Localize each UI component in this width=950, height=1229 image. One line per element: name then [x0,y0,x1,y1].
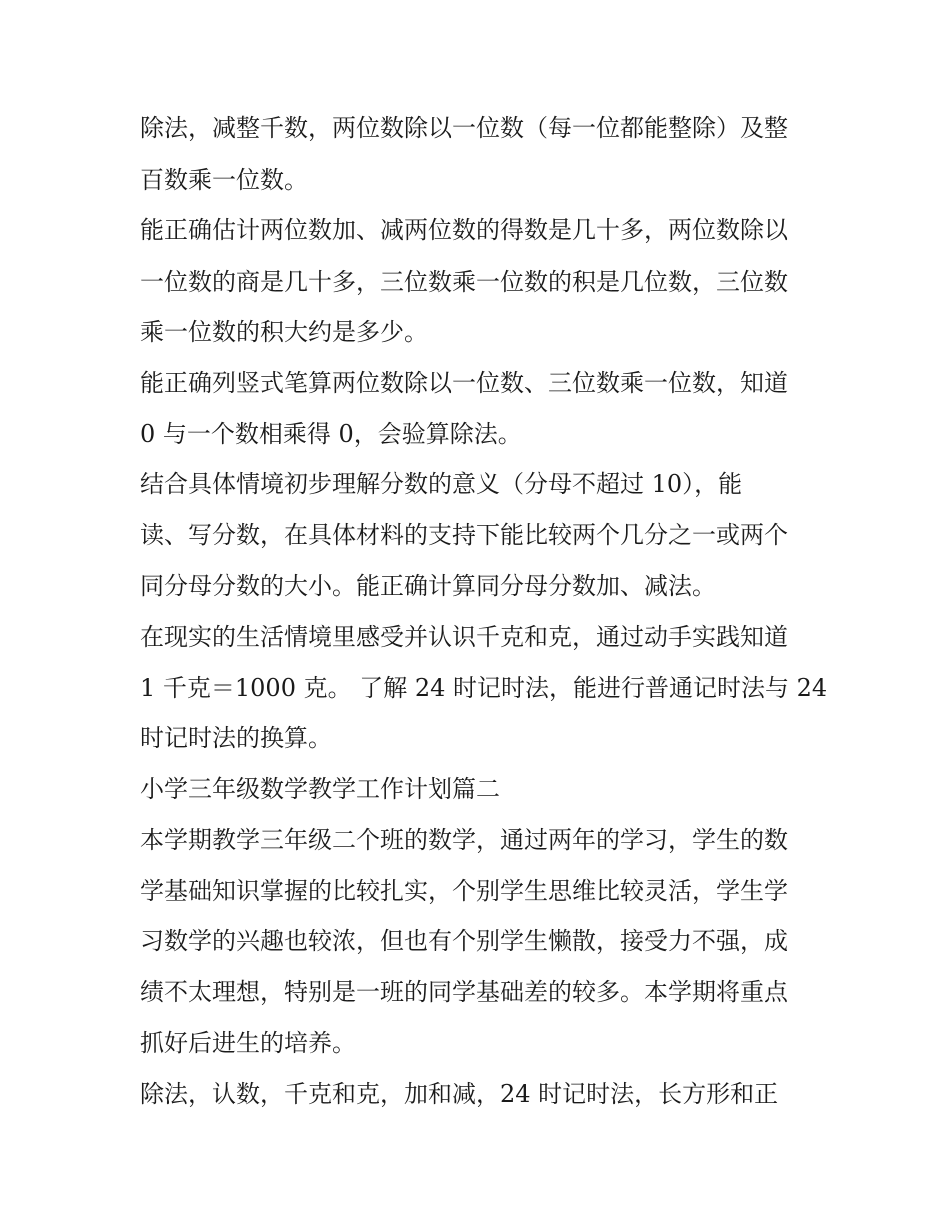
text-line: 绩不太理想，特别是一班的同学基础差的较多。本学期将重点 [140,978,788,1006]
section-heading: 小学三年级数学教学工作计划篇二 [140,775,500,803]
text-line: 同分母分数的大小。能正确计算同分母分数加、减法。 [140,572,716,600]
text-line: 一位数的商是几十多，三位数乘一位数的积是几位数，三位数 [140,268,788,296]
text-line: 学基础知识掌握的比较扎实，个别学生思维比较灵活，学生学 [140,877,788,905]
text-line: 本学期教学三年级二个班的数学，通过两年的学习，学生的数 [140,826,788,854]
text-line: 除法，认数，千克和克，加和减，24 时记时法，长方形和正 [140,1080,779,1108]
text-line: 能正确列竖式笔算两位数除以一位数、三位数乘一位数，知道 [140,369,788,397]
text-line: 0 与一个数相乘得 0，会验算除法。 [140,420,522,448]
text-line: 百数乘一位数。 [140,166,308,194]
text-line: 抓好后进生的培养。 [140,1029,356,1057]
text-line: 读、写分数，在具体材料的支持下能比较两个几分之一或两个 [140,521,788,549]
text-line: 习数学的兴趣也较浓，但也有个别学生懒散，接受力不强，成 [140,927,788,955]
text-line: 能正确估计两位数加、减两位数的得数是几十多，两位数除以 [140,216,788,244]
text-line: 时记时法的换算。 [140,724,332,752]
text-line: 在现实的生活情境里感受并认识千克和克，通过动手实践知道 [140,623,788,651]
text-line: 结合具体情境初步理解分数的意义（分母不超过 10），能 [140,470,743,498]
text-line: 1 千克＝1000 克。 了解 24 时记时法，能进行普通记时法与 24 [140,674,828,702]
text-line: 除法，减整千数，两位数除以一位数（每一位都能整除）及整 [140,114,788,142]
text-line: 乘一位数的积大约是多少。 [140,318,428,346]
